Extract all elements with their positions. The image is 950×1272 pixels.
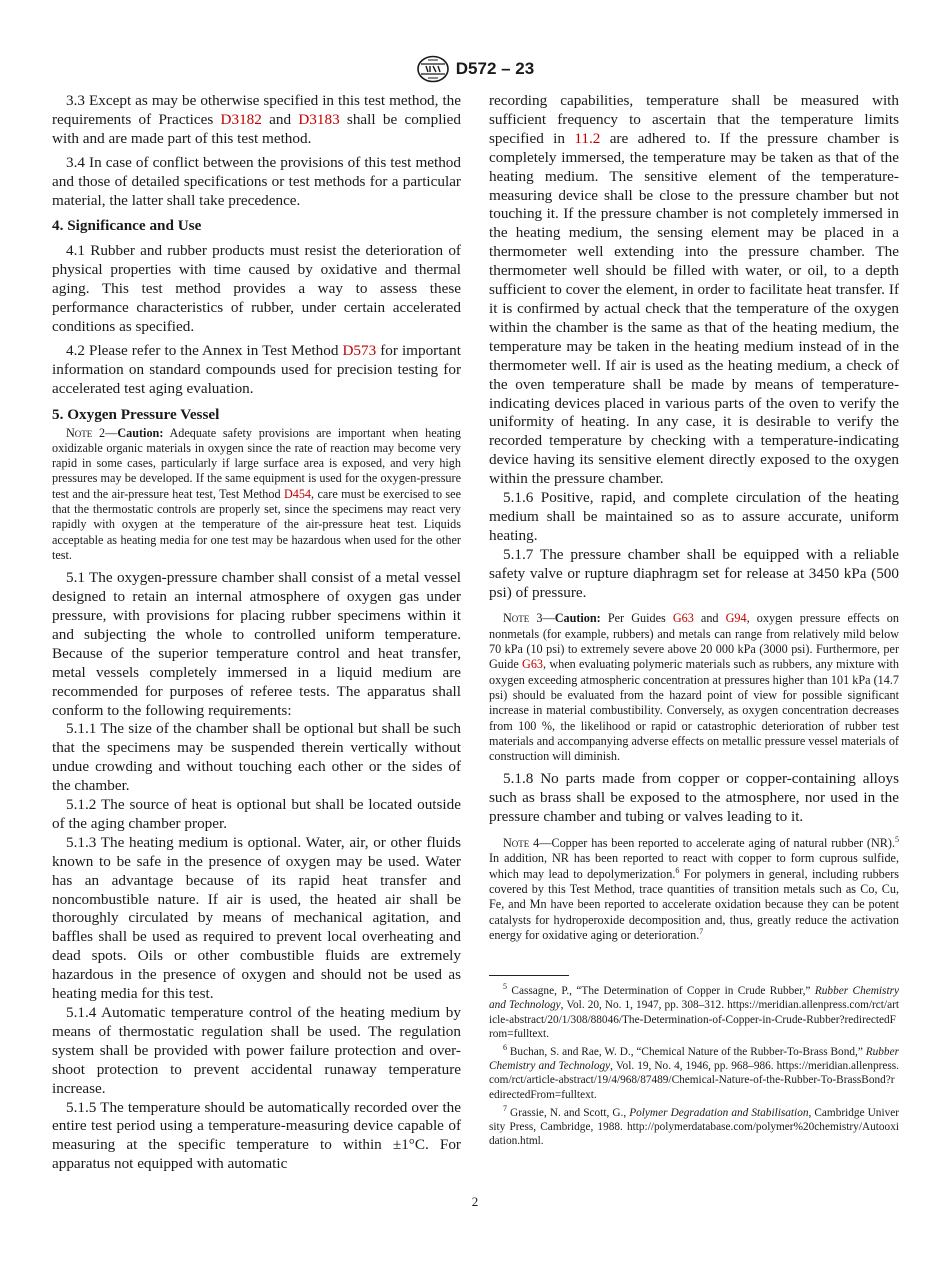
paragraph-3-4: 3.4 In case of conflict between the provisions of this test method and those of detailed specifications or test methods for a particular material, the latter shall take precedence. [52, 153, 461, 209]
note-4: Note 4—Copper has been reported to accelerate aging of natural rubber (NR).$^5$ In addition, NR has been reported to react with copper to form cuprous sulfide, which may lead to depolymerization.$^6$ For polymers in general, including rubbers covered by this Test Method, trace quantities of transition metals such as Co, Cu, Fe, and Mn have been reported to accelerate oxidation because they can be potent catalysts for hydroperoxide decomposition and, thus, greatly reduce the activation energy for oxidative aging or deterioration.$^7$ [489, 835, 899, 942]
right-column [489, 92, 899, 1152]
paragraph-3-3: 3.3 Except as may be otherwise specified in this test method, the requirements of Practices D3182 and D3183 shall be complied with and are made part of this test method. [52, 92, 461, 147]
note-3: Note 3—Caution: Per Guides G63 and G94, oxygen pressure effects on nonmetals (for example, rubbers) and metals can range from relatively mild below 70 kPa (10 psi) to extremely severe above 20 000 kPa (3000 psi). Furthermore, per Guide G63, when evaluating polymeric materials such as rubbers, any mixture with oxygen exceeding atmospheric concentration at pressures higher than 101 kPa (14.7 psi) should be evaluated from the hazard point of view for possible significant increase in material combustibility. Conversely, as oxygen concentration decreases from 100 %, the likelihood or rapid or catastrophic deterioration of rubber test materials and accompanying adverse effects on metallic pressure vessel materials of construction will diminish. [489, 611, 899, 764]
paragraph-5-1-5-continued: recording capabilities, temperature shall be measured with sufficient frequency to ascertain that the temperature limits specified in 11.2 are adhered to. If the pressure chamber is completely immersed, the temperature may be taken as that of the heating medium. The sensitive element of the temperature-measuring device shall be close to the pressure chamber but not touching it. If the pressure chamber is not completely immersed in the heating medium, the sensing element may be placed in a thermometer well extending into the pressure chamber. The thermometer well should be filled with water, or oil, to a depth sufficient to cover the element, in order to facilitate heat transfer. If it is confirmed by actual check that the temperature of the oxygen within the chamber is the same as that of the heating medium, the temperature may be taken in the heating medium instead of in the thermometer well. If air is used as the heating medium, a check of the oven temperature shall be made by means of temperature-indicating devices placed in various parts of the oven to verify the uniformity of heating. In any case, it is desirable to verify the recorded temperature by checking with a temperature-indicating device having its sensitive element directly exposed to the oxygen within the pressure chamber. [489, 92, 899, 488]
link-g63-second[interactable]: G63 [522, 657, 544, 672]
paragraph-4-2: 4.2 Please refer to the Annex in Test Method D573 for important information on standard compounds used for precision testing for accelerated test aging evaluation. [52, 341, 461, 397]
paragraph-5-1-5: 5.1.5 The temperature should be automatically recorded over the entire test period using a temperature-measuring device capable of measuring at the specific temperature to within ±1°C. For apparatus not equipped with automatic [52, 1098, 461, 1173]
paragraph-5-1-3: 5.1.3 The heating medium is optional. Water, air, or other fluids known to be safe in the presence of oxygen may be used. Water has an advantage because of its rapid heat transfer and noncombustible nature. If air is used, the heated air shall be thoroughly circulated by means of mechanical agitation, and baffles shall be used as required to prevent local overheating and dead spots. Oils or other combustible fluids are extremely hazardous in the presence of oxygen and should not be used as heating media for this test. [52, 833, 461, 1003]
document-designation: D572 – 23 [455, 59, 535, 78]
note-2: Note 2—Caution: Adequate safety provisions are important when heating oxidizable organic materials in oxygen since the rate of reaction may become very rapid in some cases, particularly if large surface area is exposed, and very high pressures may be developed. If the same equipment is used for the oxygen-pressure test and the air-pressure heat test, Test Method D454, care must be exercised to see that the thermostatic controls are properly set, since the specimens may react very rapidly with oxygen at the temperature of the air-pressure heat test. Liquids acceptable as heating media for one test may be hazardous when used for the other test. [52, 425, 462, 562]
link-d3183[interactable]: D3183 [298, 110, 340, 128]
paragraph-5-1-8: 5.1.8 No parts made from copper or copper-containing alloys such as brass shall be exposed to the atmosphere, nor used in the pressure chamber and tubing or valves leading to it. [489, 770, 899, 826]
link-d573[interactable]: D573 [342, 341, 377, 359]
link-d454[interactable]: D454 [283, 486, 312, 501]
link-11-2[interactable]: 11.2 [574, 129, 601, 147]
paragraph-5-1-2: 5.1.2 The source of heat is optional but shall be located outside of the aging chamber proper. [52, 796, 461, 832]
paragraph-5-1: 5.1 The oxygen-pressure chamber shall consist of a metal vessel designed to retain an internal atmosphere of oxygen gas under pressure, with provisions for placing rubber specimens within it and subjecting the whole to controlled uniform temperature. Because of the superior temperature control and heat transfer, metal vessels completely immersed in a liquid medium are recommended for purposes of referee tests. The apparatus shall conform to the following requirements: [52, 569, 461, 719]
astm-logo-icon [416, 55, 450, 83]
page-header [0, 54, 950, 84]
section-heading-5: 5. Oxygen Pressure Vessel [52, 405, 220, 423]
footnote-divider [489, 975, 569, 976]
left-column [52, 92, 461, 1174]
paragraph-4-1: 4.1 Rubber and rubber products must resist the deterioration of physical properties with time caused by oxidative and thermal aging. This test method provides a way to assess these performance characteristics of rubber, under certain accelerated conditions as specified. [52, 242, 461, 335]
paragraph-5-1-1: 5.1.1 The size of the chamber shall be optional but shall be such that the specimens may be suspended therein vertically without undue crowding and without touching each other or the sides of the chamber. [52, 720, 461, 795]
paragraph-5-1-6: 5.1.6 Positive, rapid, and complete circulation of the heating medium shall be maintained so as to assure accurate, uniform heating. [489, 489, 899, 544]
footnote-6: $^6$ Buchan, S. and Rae, W. D., “Chemical Nature of the Rubber-To-Brass Bond,” Rubber Chemistry and Technology, Vol. 19, No. 4, 1946, pp. 968–986. https://meridian.allenpress.com/rct/article-abstract/19/4/968/87489/Chemical-Nature-of-the-Rubber-To-BrassBond?redirectedFrom=fulltext. [489, 1043, 900, 1101]
page-number: 2 [471, 1194, 479, 1209]
link-g94[interactable]: G94 [725, 611, 747, 626]
paragraph-5-1-4: 5.1.4 Automatic temperature control of the heating medium by means of thermostatic regulation shall be used. The regulation system shall be provided with power failure protection and over-shoot protection to prevent accidental runaway temperature increase. [52, 1004, 461, 1097]
footnote-5: $^5$ Cassagne, P., “The Determination of Copper in Crude Rubber,” Rubber Chemistry and Technology, Vol. 20, No. 1, 1947, pp. 308–312. https://meridian.allenpress.com/rct/article-abstract/20/1/308/88046/The-Determination-of-Copper-in-Crude-Rubber?redirectedFrom=fulltext. [489, 982, 899, 1040]
section-heading-4: 4. Significance and Use [52, 217, 202, 235]
footnote-7: $^7$ Grassie, N. and Scott, G., Polymer Degradation and Stabilisation, Cambridge University Press, Cambridge, 1988. http://polymerdatabase.com/polymer%20chemistry/Autooxidation.html. [489, 1104, 900, 1148]
link-d3182[interactable]: D3182 [220, 110, 262, 128]
paragraph-5-1-7: 5.1.7 The pressure chamber shall be equipped with a reliable safety valve or rupture diaphragm set for release at 3450 kPa (500 psi) of pressure. [489, 545, 899, 601]
link-g63[interactable]: G63 [672, 611, 694, 626]
